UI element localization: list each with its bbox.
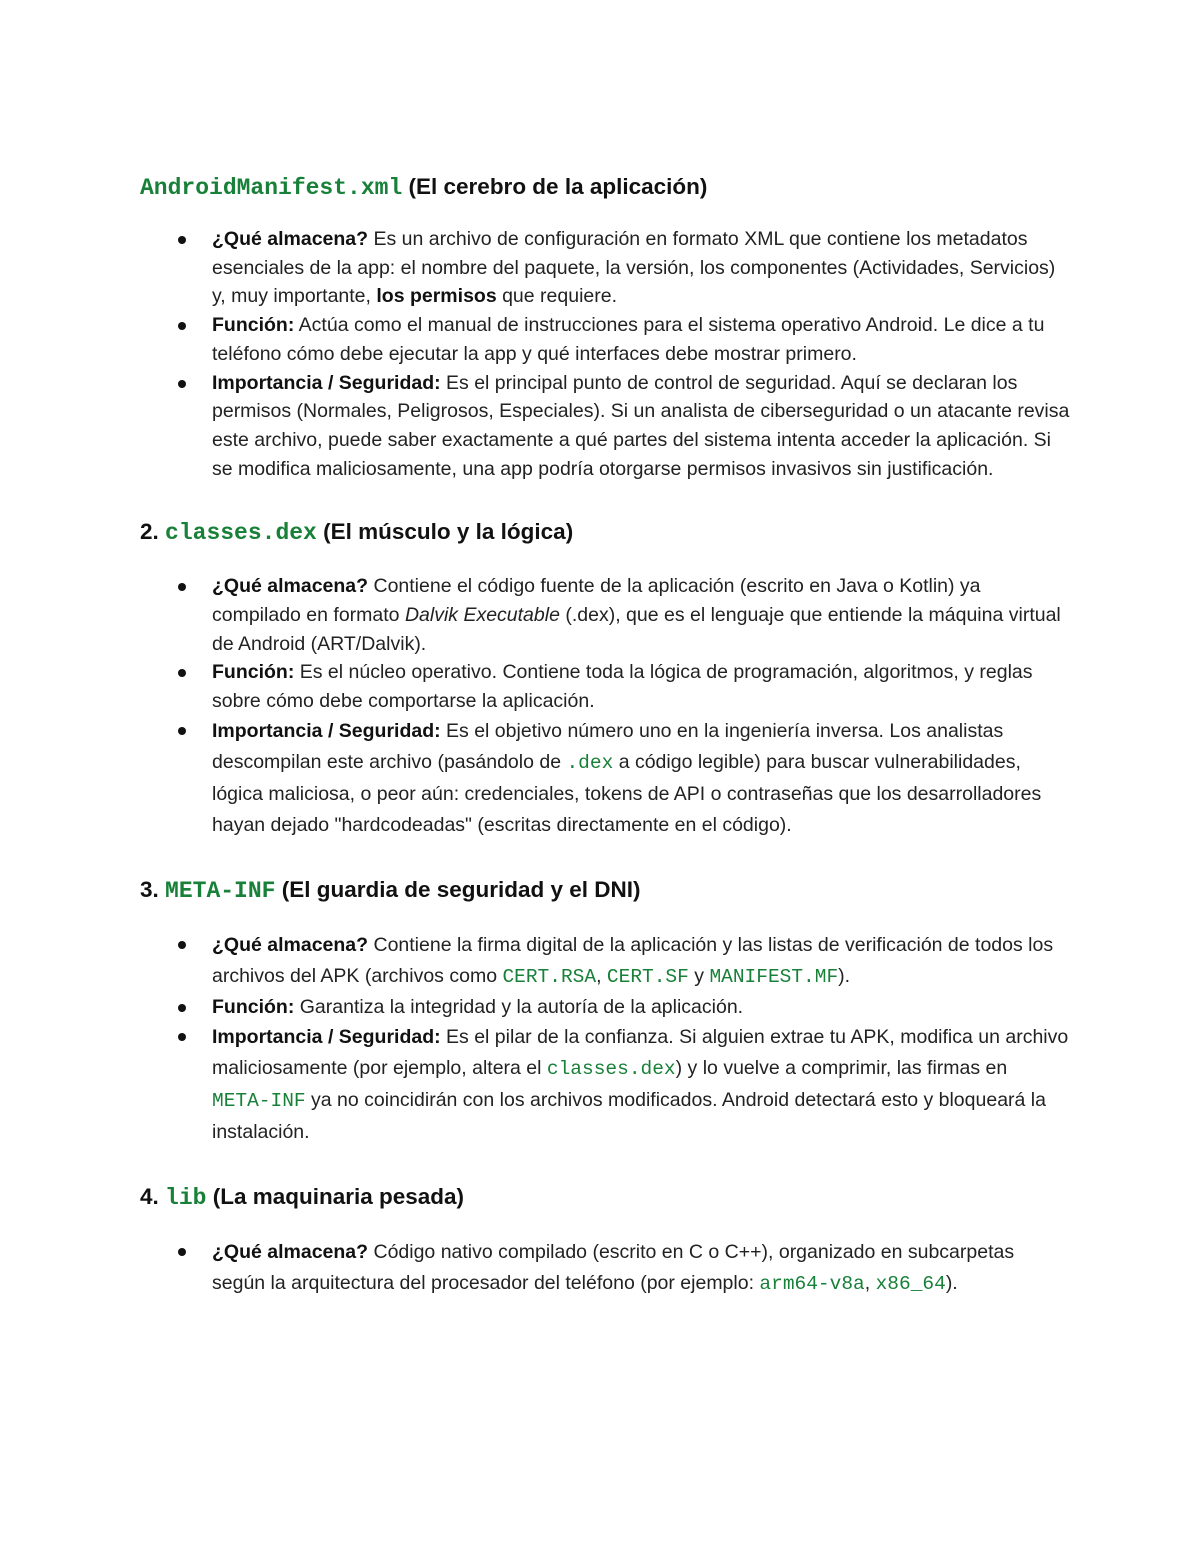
bullet-list <box>140 225 1070 483</box>
item-label: Función: <box>212 314 295 337</box>
bullet-icon <box>178 236 186 244</box>
item-text: ) y lo vuelve a comprimir, las firmas en <box>675 1056 1008 1079</box>
item-label: ¿Qué almacena? <box>212 575 369 598</box>
item-text: Garantiza la integridad y la autoría de la aplicación. <box>294 995 744 1018</box>
heading-subtitle: (El músculo y la lógica) <box>323 519 574 545</box>
list-item <box>140 930 1070 993</box>
list-item <box>140 716 1070 841</box>
section-heading <box>140 517 1070 548</box>
inline-code: .dex <box>566 751 614 774</box>
bullet-icon <box>178 1248 186 1256</box>
item-text: Es el núcleo operativo. Contiene toda la lógica de programación, algoritmos, y reglas sobre cómo debe comportarse la aplicación. <box>212 661 1033 713</box>
item-text: , <box>864 1271 876 1294</box>
heading-code: AndroidManifest.xml <box>140 175 403 201</box>
heading-number: 2. <box>140 519 159 545</box>
section-android-manifest <box>140 172 1070 483</box>
item-label: Importancia / Seguridad: <box>212 371 441 394</box>
item-emphasis: Dalvik Executable <box>404 604 560 627</box>
item-label: Función: <box>212 661 295 684</box>
item-text: , <box>596 964 607 987</box>
section-meta-inf <box>140 875 1070 1148</box>
section-lib <box>140 1182 1070 1300</box>
item-strong: los permisos <box>376 285 497 308</box>
list-item <box>140 369 1070 484</box>
item-text: Es el objetivo número uno en la ingeniería inversa. Los analistas descompilan este archivo (pasándolo de <box>212 719 1004 773</box>
item-label: Importancia / Seguridad: <box>212 719 441 742</box>
heading-subtitle: (El guardia de seguridad y el DNI) <box>281 876 641 902</box>
section-heading <box>140 875 1070 906</box>
item-text: Código nativo compilado (escrito en C o C++), organizado en subcarpetas según la arquitectura del procesador del teléfono (por ejemplo: <box>212 1240 1015 1294</box>
item-label: Función: <box>212 995 295 1018</box>
heading-subtitle: (El cerebro de la aplicación) <box>408 174 708 199</box>
item-text: Contiene la firma digital de la aplicación y las listas de verificación de todos los archivos del APK (archivos como <box>212 933 1054 987</box>
item-text: Actúa como el manual de instrucciones para el sistema operativo Android. Le dice a tu teléfono cómo debe ejecutar la app y qué interfaces debe mostrar primero. <box>212 314 1045 365</box>
item-label: Importancia / Seguridad: <box>212 1025 441 1048</box>
bullet-icon <box>178 1004 186 1012</box>
item-text: (.dex), que es el lenguaje que entiende la máquina virtual de Android (ART/Dalvik). <box>212 604 1061 655</box>
list-item <box>140 1022 1070 1148</box>
list-item <box>140 311 1070 368</box>
item-text: ya no coincidirán con los archivos modificados. Android detectará esto y bloqueará la instalación. <box>212 1088 1046 1143</box>
bullet-list <box>140 572 1070 841</box>
heading-number: 4. <box>140 1183 159 1209</box>
item-text: ). <box>945 1271 958 1294</box>
inline-code: CERT.RSA <box>502 965 597 988</box>
heading-code: classes.dex <box>165 520 317 547</box>
bullet-icon <box>178 380 186 388</box>
inline-code: classes.dex <box>546 1057 676 1080</box>
heading-number: 3. <box>140 876 159 902</box>
item-text: ). <box>838 964 851 987</box>
bullet-icon <box>178 322 186 330</box>
section-heading <box>140 172 1070 203</box>
list-item <box>140 1237 1070 1300</box>
item-text: Es el principal punto de control de seguridad. Aquí se declaran los permisos (Normales, Peligrosos, Especiales). Si un analista de ciberseguridad o un atacante revisa este archivo, puede saber exactamente a qué partes del sistema intenta acceder la aplicación. Si se modifica maliciosamente, una app podría otorgarse permisos invasivos sin justificación. <box>212 371 1070 480</box>
item-text: y <box>688 964 710 987</box>
item-text: Es el pilar de la confianza. Si alguien extrae tu APK, modifica un archivo maliciosamente (por ejemplo, altera el <box>212 1025 1069 1079</box>
bullet-icon <box>178 583 186 591</box>
item-label: ¿Qué almacena? <box>212 933 369 956</box>
item-text: Contiene el código fuente de la aplicación (escrito en Java o Kotlin) ya compilado en formato <box>212 575 981 627</box>
list-item <box>140 572 1070 658</box>
inline-code: x86_64 <box>875 1272 946 1295</box>
bullet-icon <box>178 1033 186 1041</box>
bullet-icon <box>178 941 186 949</box>
item-text: que requiere. <box>496 285 618 308</box>
bullet-icon <box>178 669 186 677</box>
document-page <box>140 150 1070 1300</box>
section-heading <box>140 1182 1070 1213</box>
heading-code: lib <box>165 1184 207 1211</box>
inline-code: CERT.SF <box>606 965 689 988</box>
list-item <box>140 225 1070 311</box>
inline-code: MANIFEST.MF <box>709 965 839 988</box>
inline-code: META-INF <box>212 1089 306 1112</box>
list-item <box>140 993 1070 1022</box>
inline-code: arm64-v8a <box>759 1272 865 1295</box>
list-item <box>140 658 1070 715</box>
item-label: ¿Qué almacena? <box>212 228 369 250</box>
bullet-list <box>140 930 1070 1148</box>
item-label: ¿Qué almacena? <box>212 1240 369 1263</box>
item-text: Es un archivo de configuración en formato XML que contiene los metadatos esenciales de la app: el nombre del paquete, la versión, los componentes (Actividades, Servicios) y, muy importante, <box>212 228 1056 308</box>
bullet-list <box>140 1237 1070 1300</box>
heading-subtitle: (La maquinaria pesada) <box>212 1183 465 1209</box>
section-classes-dex <box>140 517 1070 841</box>
heading-code: META-INF <box>165 877 276 904</box>
item-text: a código legible) para buscar vulnerabilidades, lógica maliciosa, o peor aún: credenciales, tokens de API o contraseñas que los desarrolladores hayan dejado "hardcodeadas" (escritas directamente en el código). <box>212 750 1042 836</box>
bullet-icon <box>178 727 186 735</box>
